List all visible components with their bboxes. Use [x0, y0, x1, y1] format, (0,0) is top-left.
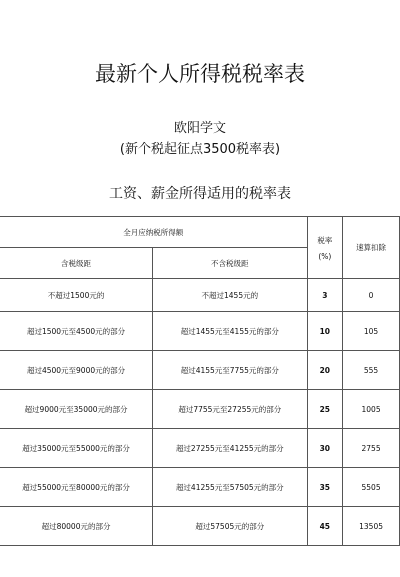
tax-rate-cell: 30: [307, 429, 343, 468]
tax-rate-cell: 35: [307, 468, 343, 507]
taxable-range-header: 含税级距: [0, 248, 153, 279]
taxable-range-cell: 超过4500元至9000元的部分: [0, 351, 153, 390]
tax-rate-cell: 10: [307, 312, 343, 351]
taxable-range-cell: 超过1500元至4500元的部分: [0, 312, 153, 351]
document-title: 最新个人所得税税率表: [95, 62, 305, 86]
table-title: 工资、薪金所得适用的税率表: [109, 186, 291, 202]
quick-deduction-cell: 13505: [343, 507, 400, 546]
document-subtitle: (新个税起征点3500税率表): [119, 142, 281, 157]
rate-header-line2: (%): [318, 251, 332, 261]
table-header-row: [0, 217, 400, 248]
non-taxable-range-cell: 超过57505元的部分: [153, 507, 307, 546]
table-row: [0, 429, 400, 468]
non-taxable-range-cell: 超过7755元至27255元的部分: [153, 390, 307, 429]
tax-rate-cell: 3: [307, 279, 343, 312]
taxable-range-cell: 不超过1500元的: [0, 279, 153, 312]
non-taxable-range-cell: 不超过1455元的: [153, 279, 307, 312]
table-row: [0, 390, 400, 429]
tax-rate-table: [0, 216, 400, 546]
quick-deduction-cell: 105: [343, 312, 400, 351]
table-row: [0, 507, 400, 546]
taxable-range-cell: 超过80000元的部分: [0, 507, 153, 546]
tax-rate-cell: 45: [307, 507, 343, 546]
taxable-range-cell: 超过55000元至80000元的部分: [0, 468, 153, 507]
non-taxable-range-header: 不含税级距: [153, 248, 307, 279]
quick-deduction-cell: 5505: [343, 468, 400, 507]
rate-header-line1: 税率: [317, 235, 333, 245]
table-row: [0, 312, 400, 351]
taxable-range-cell: 超过9000元至35000元的部分: [0, 390, 153, 429]
non-taxable-range-cell: 超过41255元至57505元的部分: [153, 468, 307, 507]
taxable-range-cell: 超过35000元至55000元的部分: [0, 429, 153, 468]
author-name: 欧阳学文: [173, 121, 226, 136]
quick-deduction-cell: 1005: [343, 390, 400, 429]
deduction-header: 速算扣除: [343, 217, 400, 279]
group-header: 全月应纳税所得额: [0, 217, 307, 248]
table-row: [0, 279, 400, 312]
non-taxable-range-cell: 超过4155元至7755元的部分: [153, 351, 307, 390]
non-taxable-range-cell: 超过27255元至41255元的部分: [153, 429, 307, 468]
table-row: [0, 468, 400, 507]
quick-deduction-cell: 0: [343, 279, 400, 312]
tax-rate-cell: 20: [307, 351, 343, 390]
quick-deduction-cell: 555: [343, 351, 400, 390]
non-taxable-range-cell: 超过1455元至4155元的部分: [153, 312, 307, 351]
quick-deduction-cell: 2755: [343, 429, 400, 468]
tax-rate-cell: 25: [307, 390, 343, 429]
rate-header: [307, 217, 343, 279]
table-row: [0, 351, 400, 390]
